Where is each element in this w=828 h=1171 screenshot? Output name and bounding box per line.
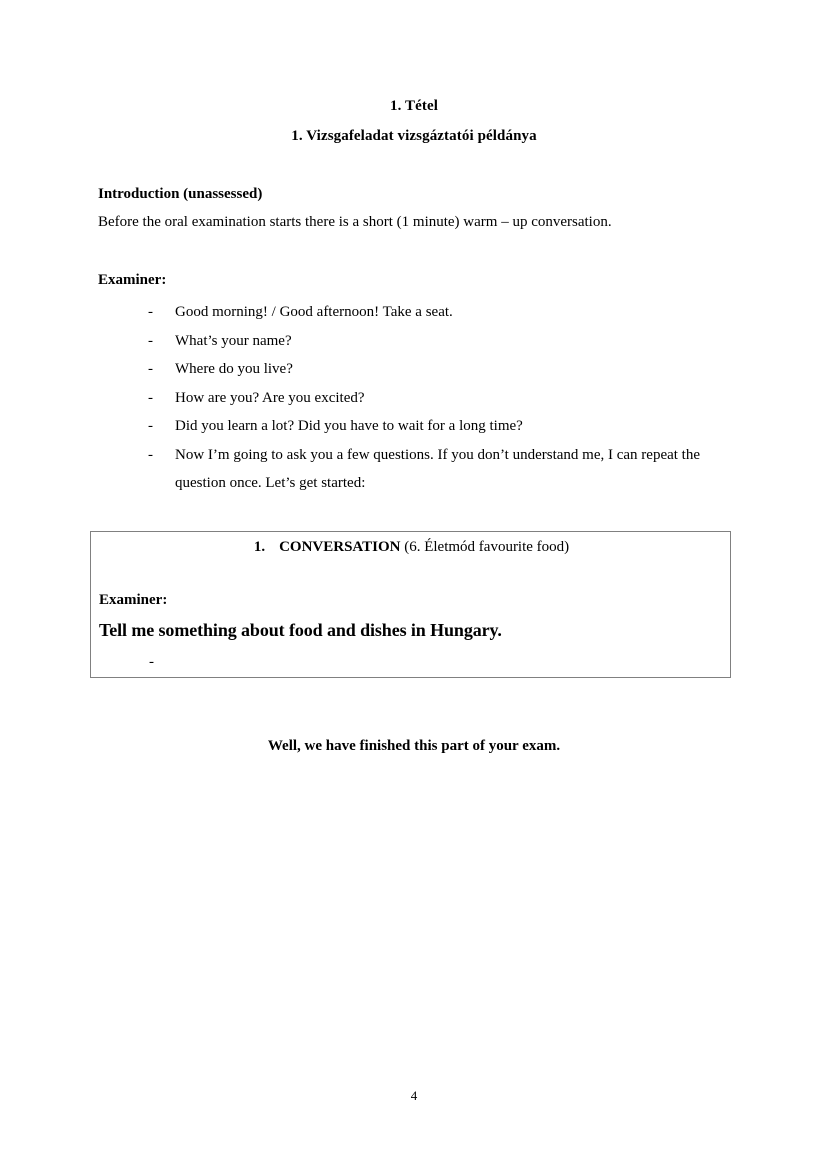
page-title-sub: 1. Vizsgafeladat vizsgáztatói példánya [291, 128, 537, 144]
list-item [98, 384, 738, 413]
bullet-dash-icon: - [148, 389, 153, 406]
conversation-keyword: CONVERSATION [279, 539, 401, 555]
bullet-dash-icon: - [148, 418, 153, 434]
list-item [98, 441, 738, 498]
page-title-main: 1. Tétel [389, 98, 438, 114]
list-item [98, 412, 738, 441]
bullet-dash-icon: - [148, 332, 153, 349]
list-item-label: What’s your name? [175, 332, 292, 349]
bullet-dash-icon: - [148, 446, 153, 463]
list-item [98, 327, 738, 356]
list-item-label: How are you? Are you excited? [175, 389, 365, 406]
conversation-task-box [90, 531, 731, 678]
list-item [98, 355, 738, 384]
list-item-label: Good morning! / Good afternoon! Take a seat. [175, 304, 453, 320]
conversation-box-title [91, 539, 732, 556]
introduction-heading: Introduction (unassessed) [98, 186, 263, 202]
closing-statement: Well, we have finished this part of your exam. [267, 738, 561, 754]
bullet-dash-icon: - [148, 304, 153, 320]
conversation-examiner-label: Examiner: [99, 592, 168, 608]
page-number: 4 [410, 1088, 418, 1103]
conversation-task-number: 1. [253, 539, 266, 555]
examiner-label: Examiner: [98, 272, 167, 288]
conversation-topic: (6. Életmód favourite food) [404, 539, 570, 555]
conversation-answer-dash-icon: - [149, 654, 154, 670]
list-item-label: Where do you live? [175, 361, 293, 377]
introduction-text: Before the oral examination starts there is a short (1 minute) warm – up conversation. [98, 214, 612, 230]
examiner-question-list [98, 298, 738, 498]
list-item [98, 298, 738, 327]
list-item-label: Now I’m going to ask you a few questions. If you don’t understand me, I can repeat the question once. Let’s get started: [175, 446, 701, 491]
bullet-dash-icon: - [148, 361, 153, 377]
list-item-label: Did you learn a lot? Did you have to wait for a long time? [175, 418, 523, 434]
conversation-prompt: Tell me something about food and dishes in Hungary. [99, 620, 502, 640]
